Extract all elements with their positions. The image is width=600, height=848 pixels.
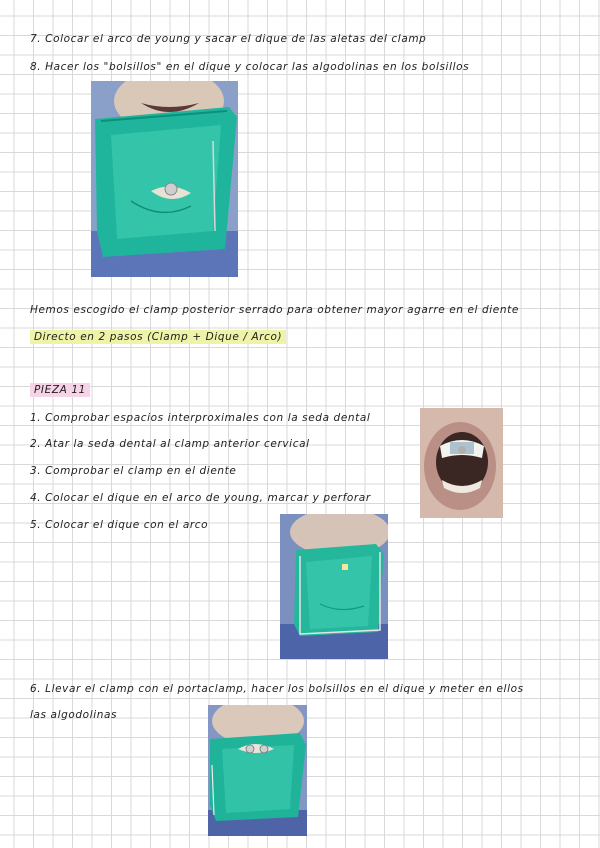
step-4-text: 4. Colocar el dique en el arco de young, marcar y perforar: [30, 492, 371, 504]
method-highlight: Directo en 2 pasos (Clamp + Dique / Arco): [30, 330, 286, 344]
step-6-text-line1: 6. Llevar el clamp con el portaclamp, hacer los bolsillos en el dique y meter en ellos: [30, 683, 524, 695]
step-2-text: 2. Atar la seda dental al clamp anterior cervical: [30, 438, 310, 450]
method-text: [30, 331, 286, 343]
step-8-text: 8. Hacer los "bolsillos" en el dique y colocar las algodolinas en los bolsillos: [30, 61, 470, 73]
dental-dam-photo-1: [91, 81, 238, 277]
step-5-text: 5. Colocar el dique con el arco: [30, 519, 209, 531]
step-7-text: 7. Colocar el arco de young y sacar el dique de las aletas del clamp: [30, 33, 427, 45]
teeth-model-photo: [420, 408, 503, 518]
pieza-title: [30, 384, 90, 396]
pieza-highlight: PIEZA 11: [30, 383, 90, 397]
step-1-text: 1. Comprobar espacios interproximales con la seda dental: [30, 412, 371, 424]
step-3-text: 3. Comprobar el clamp en el diente: [30, 465, 237, 477]
dental-dam-photo-2: [280, 514, 388, 659]
clamp-choice-text: Hemos escogido el clamp posterior serrado para obtener mayor agarre en el diente: [30, 304, 519, 316]
step-6-text-line2: las algodolinas: [30, 709, 118, 721]
dental-dam-photo-3: [208, 705, 307, 836]
